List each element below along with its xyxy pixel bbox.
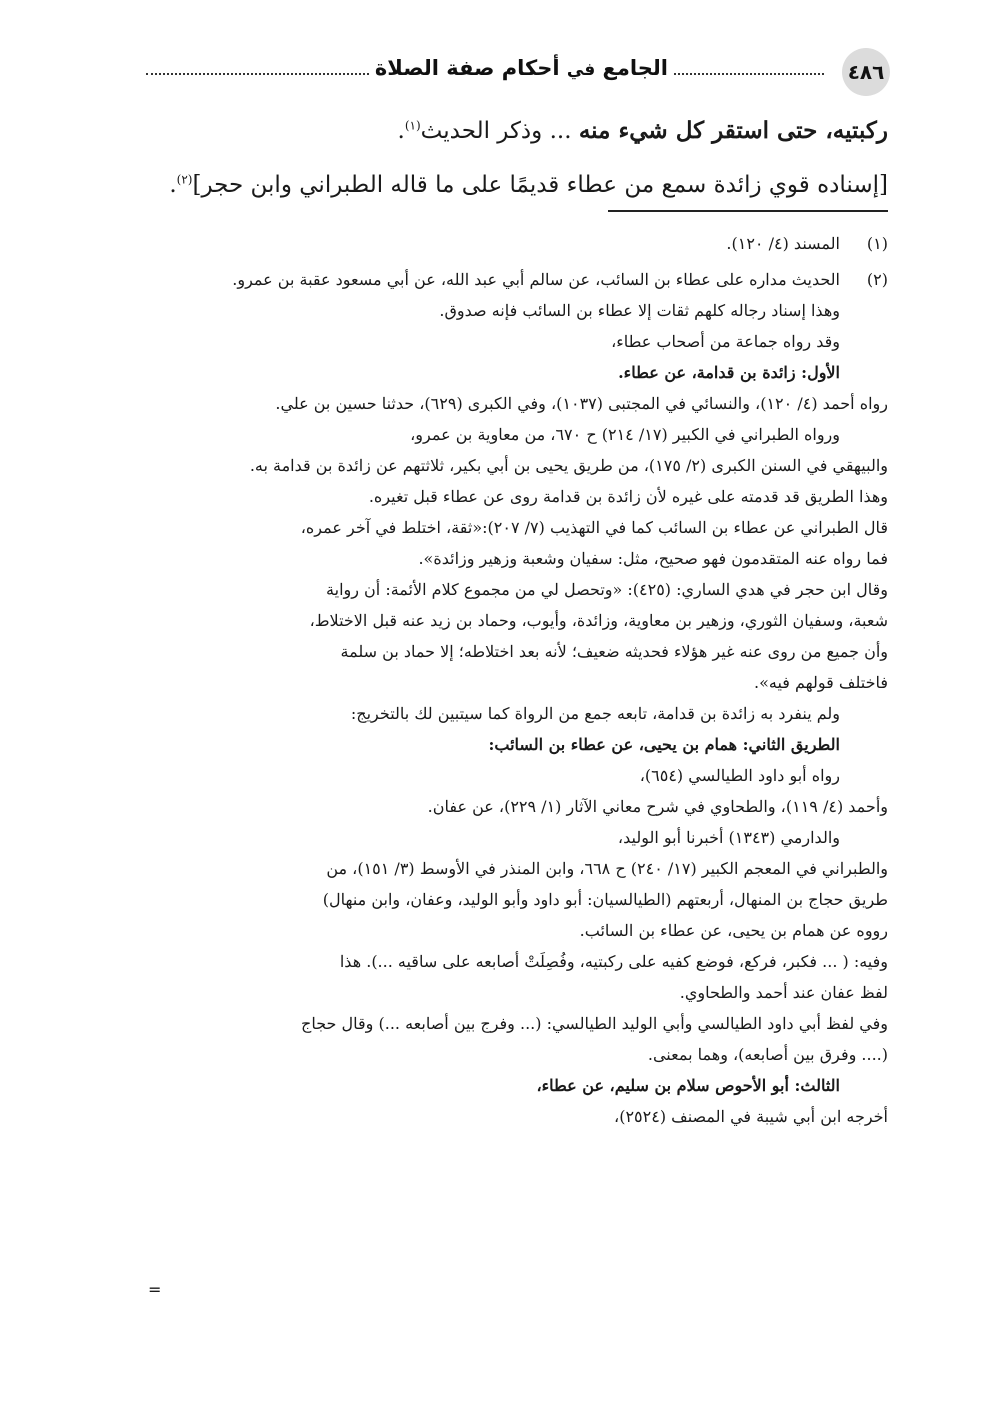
footnote-line: والدارمي (١٣٤٣) أخبرنا أبو الوليد، — [617, 828, 840, 847]
footnote-line — [150, 357, 888, 388]
footnote-line: وقد رواه جماعة من أصحاب عطاء، — [611, 332, 840, 351]
footnote-heading: الثالث: أبو الأحوص سلام بن سليم، عن عطاء، — [536, 1076, 840, 1095]
footnote-ref-2[interactable]: (٢) — [176, 172, 193, 187]
running-title — [140, 56, 830, 80]
footnote-line: رواه أحمد (٤/ ١٢٠)، والنسائي في المجتبى (١٠٣٧)، وفي الكبرى (٦٢٩)، حدثنا حسين بن علي. — [275, 394, 888, 413]
footnote-line: والطبراني في المعجم الكبير (١٧/ ٢٤٠) ح ٦٦٨، وابن المنذر في الأوسط (٣/ ١٥١)، من — [326, 859, 888, 878]
footnote-2-number: (٢) — [866, 270, 888, 289]
page-header — [140, 48, 890, 96]
footnote-line: رووه عن همام بن يحيى، عن عطاء بن السائب. — [579, 921, 888, 940]
footnotes — [150, 228, 888, 1132]
footnote-line — [150, 729, 888, 760]
footnote-line: شعبة، وسفيان الثوري، وزهير بن معاوية، وزائدة، وأيوب، وحماد بن زيد عنه قبل الاختلاط، — [309, 611, 888, 630]
footnote-1 — [150, 228, 888, 259]
main-text-line-2 — [110, 168, 888, 202]
main-text-end-2: . — [169, 172, 177, 198]
footnote-line: وفي لفظ أبي داود الطيالسي وأبي الوليد الطيالسي: (... وفرج بين أصابعه ...) وقال حجاج — [301, 1014, 888, 1033]
footnote-2-first-line — [150, 264, 888, 295]
footnote-line: أخرجه ابن أبي شيبة في المصنف (٢٥٢٤)، — [614, 1107, 888, 1126]
footnote-heading: الطريق الثاني: همام بن يحيى، عن عطاء بن السائب: — [488, 735, 840, 754]
main-text-end: . — [397, 118, 405, 144]
main-text-line-1 — [110, 114, 888, 148]
footnote-line: قال الطبراني عن عطاء بن السائب كما في التهذيب (٧/ ٢٠٧):«ثقة، اختلط في آخر عمره، — [300, 518, 888, 537]
book-title-main: الجامع — [602, 56, 668, 80]
footnote-line: ولم ينفرد به زائدة بن قدامة، تابعه جمع من الرواة كما سيتبين لك بالتخريج: — [350, 704, 840, 723]
footnote-line: رواه أبو داود الطيالسي (٦٥٤)، — [639, 766, 840, 785]
footnote-line — [150, 1070, 888, 1101]
header-dots-left — [146, 73, 369, 75]
book-title-connector: في — [566, 60, 596, 80]
page-number: ٤٨٦ — [842, 48, 890, 96]
book-title — [375, 56, 668, 80]
footnote-heading: الأول: زائدة بن قدامة، عن عطاء. — [618, 363, 840, 382]
footnote-line: وأحمد (٤/ ١١٩)، والطحاوي في شرح معاني الآثار (١/ ٢٢٩)، عن عفان. — [427, 797, 888, 816]
footnote-line: وفيه: ( ... فكبر، فركع، فوضع كفيه على ركبتيه، وفُصِلَتْ أصابعه على ساقيه ...). هذا — [339, 952, 888, 971]
footnote-line: طريق حجاج بن المنهال، أربعتهم (الطيالسيان: أبو داود وأبو الوليد، وعفان، وابن منهال) — [322, 890, 888, 909]
main-text-bold: ركبتيه، حتى استقر كل شيء منه — [578, 117, 888, 144]
footnote-line: وقال ابن حجر في هدي الساري: (٤٢٥): «وتحصل لي من مجموع كلام الأئمة: أن رواية — [326, 580, 888, 599]
footnote-line: ورواه الطبراني في الكبير (١٧/ ٢١٤) ح ٦٧٠، من معاوية بن عمرو، — [410, 425, 840, 444]
footnote-line: وهذا إسناد رجاله كلهم ثقات إلا عطاء بن السائب فإنه صدوق. — [439, 301, 840, 320]
header-dots-right — [674, 73, 824, 75]
footnote-ref-1[interactable]: (١) — [404, 118, 421, 133]
footnote-1-number: (١) — [866, 234, 888, 253]
footnote-line: والبيهقي في السنن الكبرى (٢/ ١٧٥)، من طريق يحيى بن أبي بكير، ثلاثتهم عن زائدة بن قدامة به. — [249, 456, 888, 475]
footnote-line: وهذا الطريق قد قدمته على غيره لأن زائدة بن قدامة روى عن عطاء قبل تغيره. — [368, 487, 888, 506]
footnote-line: الحديث مداره على عطاء بن السائب، عن سالم أبي عبد الله، عن أبي مسعود عقبة بن عمرو. — [232, 270, 840, 289]
book-title-rest: أحكام صفة الصلاة — [374, 56, 560, 80]
footnote-divider — [608, 210, 888, 212]
footnote-line: وأن جميع من روى عنه غير هؤلاء فحديثه ضعيف؛ لأنه بعد اختلاطه؛ إلا حماد بن سلمة — [340, 642, 888, 661]
continuation-mark: = — [148, 1280, 162, 1299]
footnote-1-text: المسند (٤/ ١٢٠). — [726, 234, 840, 253]
footnote-line: فما رواه عنه المتقدمون فهو صحيح، مثل: سفيان وشعبة وزهير وزائدة». — [418, 549, 888, 568]
main-text-rest: ... وذكر الحديث — [420, 118, 579, 144]
footnote-line: فاختلف قولهم فيه». — [753, 673, 888, 692]
footnote-line: لفظ عفان عند أحمد والطحاوي. — [679, 983, 888, 1002]
footnote-line: (.... وفرق بين أصابعه)، وهما بمعنى. — [647, 1045, 888, 1064]
isnad-grading: [إسناده قوي زائدة سمع من عطاء قديمًا على ما قاله الطبراني وابن حجر] — [192, 172, 888, 198]
